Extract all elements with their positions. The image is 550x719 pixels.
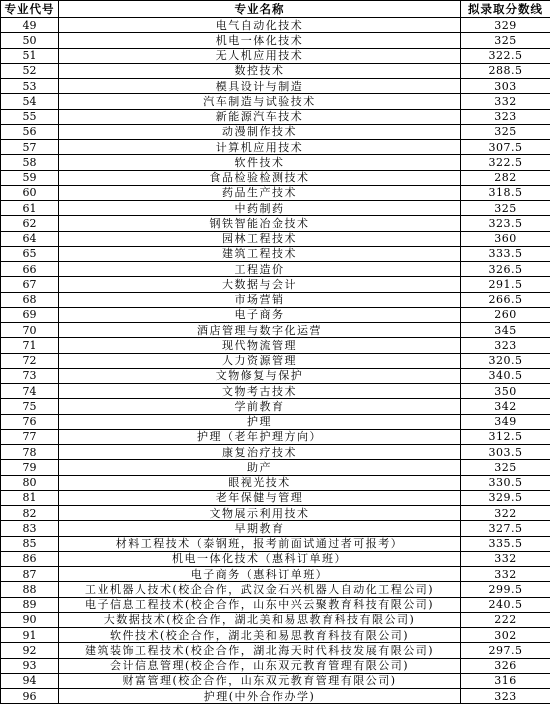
name-cell: 康复治疗技术 [59,445,461,460]
table-row [1,33,550,48]
score-cell: 322.5 [461,155,550,170]
table-row [1,460,550,475]
name-cell: 助产 [59,460,461,475]
score-cell: 340.5 [461,368,550,383]
score-cell: 326 [461,658,550,673]
score-cell: 349 [461,414,550,429]
code-cell: 83 [1,521,59,536]
code-cell: 55 [1,109,59,124]
table-row [1,140,550,155]
table-row [1,597,550,612]
code-cell: 57 [1,140,59,155]
name-cell: 现代物流管理 [59,338,461,353]
code-cell: 50 [1,33,59,48]
code-cell: 72 [1,353,59,368]
table-row [1,353,550,368]
score-cell: 342 [461,399,550,414]
score-cell: 325 [461,201,550,216]
header-score: 拟录取分数线 [461,1,550,18]
code-cell: 93 [1,658,59,673]
score-cell: 222 [461,612,550,627]
score-cell: 299.5 [461,582,550,597]
table-row [1,277,550,292]
score-cell: 307.5 [461,140,550,155]
code-cell: 78 [1,445,59,460]
name-cell: 机电一体化技术（惠科订单班） [59,551,461,566]
name-cell: 老年保健与管理 [59,490,461,505]
score-cell: 345 [461,323,550,338]
code-cell: 81 [1,490,59,505]
table-row [1,536,550,551]
score-cell: 323 [461,689,550,704]
name-cell: 建筑装饰工程技术(校企合作，湖北海天时代科技发展有限公司) [59,643,461,658]
code-cell: 74 [1,384,59,399]
name-cell: 动漫制作技术 [59,124,461,139]
header-name: 专业名称 [59,1,461,18]
code-cell: 80 [1,475,59,490]
name-cell: 软件技术 [59,155,461,170]
table-row [1,429,550,444]
score-cell: 333.5 [461,246,550,261]
score-cell: 303 [461,79,550,94]
table-row [1,323,550,338]
score-cell: 325 [461,33,550,48]
score-cell: 322 [461,506,550,521]
table-row [1,399,550,414]
table-row [1,689,550,704]
code-cell: 61 [1,201,59,216]
name-cell: 园林工程技术 [59,231,461,246]
code-cell: 68 [1,292,59,307]
code-cell: 60 [1,185,59,200]
code-cell: 62 [1,216,59,231]
name-cell: 酒店管理与数字化运营 [59,323,461,338]
score-cell: 322.5 [461,48,550,63]
code-cell: 79 [1,460,59,475]
header-row [1,1,550,18]
table-row [1,506,550,521]
table-row [1,582,550,597]
name-cell: 钢铁智能冶金技术 [59,216,461,231]
score-cell: 325 [461,460,550,475]
table-row [1,109,550,124]
code-cell: 96 [1,689,59,704]
table-row [1,414,550,429]
score-cell: 332 [461,94,550,109]
score-cell: 330.5 [461,475,550,490]
table-row [1,307,550,322]
score-cell: 329 [461,18,550,33]
table-row [1,79,550,94]
score-cell: 323 [461,338,550,353]
table-row [1,63,550,78]
table-row [1,643,550,658]
code-cell: 77 [1,429,59,444]
table-row [1,185,550,200]
score-cell: 291.5 [461,277,550,292]
table-row [1,338,550,353]
name-cell: 护理 [59,414,461,429]
code-cell: 65 [1,246,59,261]
name-cell: 食品检验检测技术 [59,170,461,185]
table-row [1,216,550,231]
score-cell: 297.5 [461,643,550,658]
table-row [1,246,550,261]
code-cell: 56 [1,124,59,139]
name-cell: 会计信息管理(校企合作，山东双元教育管理有限公司) [59,658,461,673]
code-cell: 90 [1,612,59,627]
code-cell: 59 [1,170,59,185]
score-cell: 332 [461,551,550,566]
code-cell: 49 [1,18,59,33]
table-row [1,628,550,643]
table-row [1,292,550,307]
table-row [1,551,550,566]
name-cell: 文物展示利用技术 [59,506,461,521]
table-row [1,231,550,246]
table-row [1,262,550,277]
table-row [1,567,550,582]
name-cell: 药品生产技术 [59,185,461,200]
table-row [1,201,550,216]
score-cell: 312.5 [461,429,550,444]
score-cell: 332 [461,567,550,582]
name-cell: 新能源汽车技术 [59,109,461,124]
code-cell: 70 [1,323,59,338]
code-cell: 64 [1,231,59,246]
table-row [1,445,550,460]
name-cell: 大数据与会计 [59,277,461,292]
code-cell: 69 [1,307,59,322]
score-cell: 320.5 [461,353,550,368]
name-cell: 学前教育 [59,399,461,414]
name-cell: 模具设计与制造 [59,79,461,94]
code-cell: 71 [1,338,59,353]
code-cell: 88 [1,582,59,597]
score-cell: 323.5 [461,216,550,231]
name-cell: 工业机器人技术(校企合作，武汉金石兴机器人自动化工程公司) [59,582,461,597]
score-cell: 240.5 [461,597,550,612]
score-cell: 325 [461,124,550,139]
score-cell: 303.5 [461,445,550,460]
name-cell: 人力资源管理 [59,353,461,368]
name-cell: 财富管理(校企合作，山东双元教育管理有限公司) [59,673,461,688]
score-cell: 302 [461,628,550,643]
score-cell: 316 [461,673,550,688]
code-cell: 54 [1,94,59,109]
code-cell: 53 [1,79,59,94]
code-cell: 73 [1,368,59,383]
name-cell: 眼视光技术 [59,475,461,490]
score-cell: 327.5 [461,521,550,536]
score-cell: 266.5 [461,292,550,307]
name-cell: 计算机应用技术 [59,140,461,155]
score-cell: 360 [461,231,550,246]
score-cell: 288.5 [461,63,550,78]
name-cell: 护理(中外合作办学) [59,689,461,704]
table-row [1,384,550,399]
table-row [1,94,550,109]
code-cell: 58 [1,155,59,170]
score-cell: 282 [461,170,550,185]
name-cell: 早期教育 [59,521,461,536]
score-cell: 318.5 [461,185,550,200]
header-code: 专业代号 [1,1,59,18]
score-cell: 350 [461,384,550,399]
score-cell: 335.5 [461,536,550,551]
code-cell: 91 [1,628,59,643]
code-cell: 66 [1,262,59,277]
table-row [1,612,550,627]
name-cell: 工程造价 [59,262,461,277]
code-cell: 85 [1,536,59,551]
table-row [1,18,550,33]
code-cell: 67 [1,277,59,292]
table-row [1,124,550,139]
table-row [1,658,550,673]
name-cell: 文物修复与保护 [59,368,461,383]
name-cell: 电子商务（惠科订单班） [59,567,461,582]
name-cell: 电气自动化技术 [59,18,461,33]
code-cell: 51 [1,48,59,63]
name-cell: 电子商务 [59,307,461,322]
score-cell: 326.5 [461,262,550,277]
code-cell: 87 [1,567,59,582]
score-cell: 260 [461,307,550,322]
code-cell: 92 [1,643,59,658]
table-row [1,673,550,688]
table-row [1,490,550,505]
code-cell: 75 [1,399,59,414]
table-row [1,48,550,63]
code-cell: 89 [1,597,59,612]
code-cell: 52 [1,63,59,78]
name-cell: 中药制药 [59,201,461,216]
score-cell: 323 [461,109,550,124]
name-cell: 材料工程技术（泰钢班，报考前面试通过者可报考） [59,536,461,551]
name-cell: 汽车制造与试验技术 [59,94,461,109]
code-cell: 82 [1,506,59,521]
table-row [1,155,550,170]
name-cell: 软件技术(校企合作，湖北美和易思教育科技有限公司) [59,628,461,643]
name-cell: 市场营销 [59,292,461,307]
table-row [1,170,550,185]
name-cell: 建筑工程技术 [59,246,461,261]
name-cell: 文物考古技术 [59,384,461,399]
name-cell: 无人机应用技术 [59,48,461,63]
table-row [1,475,550,490]
code-cell: 86 [1,551,59,566]
table-row [1,521,550,536]
name-cell: 数控技术 [59,63,461,78]
code-cell: 94 [1,673,59,688]
name-cell: 大数据技术(校企合作，湖北美和易思教育科技有限公司) [59,612,461,627]
name-cell: 电子信息工程技术(校企合作，山东中兴云聚教育科技有限公司) [59,597,461,612]
score-cell: 329.5 [461,490,550,505]
table-row [1,368,550,383]
name-cell: 护理（老年护理方向） [59,429,461,444]
name-cell: 机电一体化技术 [59,33,461,48]
code-cell: 76 [1,414,59,429]
